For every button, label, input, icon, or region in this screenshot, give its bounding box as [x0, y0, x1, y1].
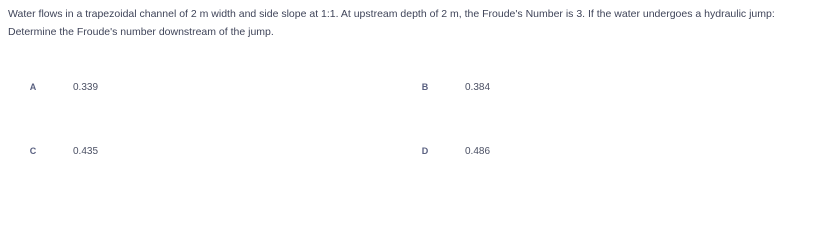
option-d[interactable]	[416, 143, 490, 159]
option-value: 0.339	[73, 81, 99, 93]
option-value: 0.486	[465, 145, 491, 157]
option-letter: D	[421, 146, 429, 156]
option-b[interactable]	[416, 79, 490, 95]
option-letter: A	[29, 82, 37, 92]
option-a[interactable]	[24, 79, 98, 95]
option-value: 0.384	[465, 81, 491, 93]
option-letter: C	[29, 146, 37, 156]
option-letter: B	[421, 82, 429, 92]
question-text: Water flows in a trapezoidal channel of 2 m width and side slope at 1:1. At upstream depth of 2 m, the Froude's Number is 3. If the water undergoes a hydraulic jump: Determine the Froude's number downstream of the jump.	[8, 8, 775, 38]
option-c[interactable]	[24, 143, 98, 159]
option-value: 0.435	[73, 145, 99, 157]
